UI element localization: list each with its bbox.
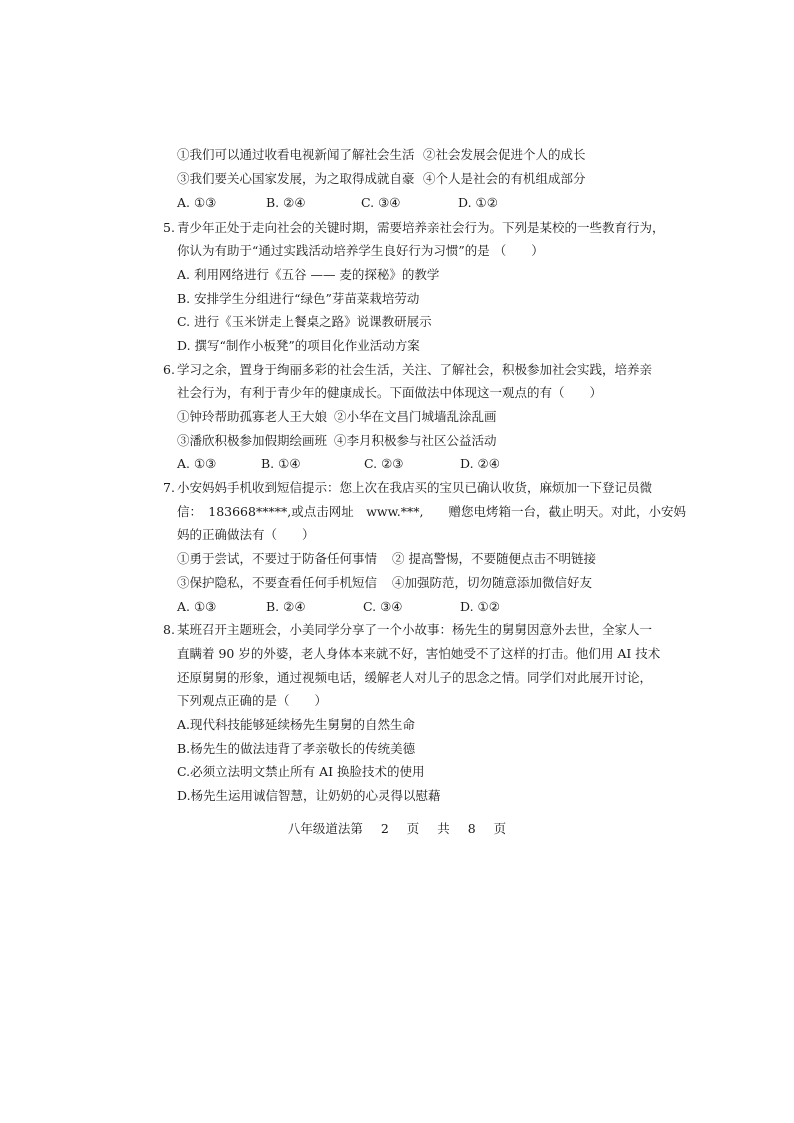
q4-statement-3: ③我们要关心国家发展，为之取得成就自豪 [177,171,415,186]
q5-option-d: D. 撰写“制作小板凳”的项目化作业活动方案 [177,338,420,353]
q7-option-c: C. ③④ [363,599,403,614]
q5-option-b: B. 安排学生分组进行“绿色”芽苗菜栽培劳动 [177,291,420,306]
q6-stem-line-1: 学习之余，置身于绚丽多彩的社会生活，关注、了解社会，积极参加社会实践，培养亲 [177,362,653,377]
q7-number: 7. [163,480,175,495]
q4-statement-1: ①我们可以通过收看电视新闻了解社会生活 [177,147,415,162]
q8-number: 8. [163,622,175,637]
q8-stem-line-1: 某班召开主题班会，小美同学分享了一个小故事：杨先生的舅舅因意外去世，全家人一 [177,622,653,637]
q5-option-a: A. 利用网络进行《五谷 —— 麦的探秘》的教学 [177,267,440,282]
q4-option-b: B. ②④ [266,195,306,210]
q6-statement-1: ①钟玲帮助孤寡老人王大娘 [177,409,328,424]
q6-stem-line-2: 社会行为，有利于青少年的健康成长。下面做法中体现这一观点的有（ ） [177,385,603,400]
q8-stem-line-2: 直瞒着 90 岁的外婆，老人身体本来就不好，害怕她受不了这样的打击。他们用 AI 技术 [177,646,661,661]
q8-option-d: D.杨先生运用诚信智慧，让奶奶的心灵得以慰藉 [177,788,441,803]
q7-statement-4: ④加强防范，切勿随意添加微信好友 [392,575,593,590]
q7-option-b: B. ②④ [266,599,306,614]
q6-option-c: C. ②③ [364,456,404,471]
q4-statement-4: ④个人是社会的有机组成部分 [423,171,586,186]
q4-statement-2: ②社会发展会促进个人的成长 [423,147,586,162]
q7-stem-line-2: 信： 183668*****,或点击网址 www.***, 赠您电烤箱一台，截止明天。对此，小安妈 [177,504,687,519]
q6-statement-2: ②小华在文昌门城墙乱涂乱画 [334,409,497,424]
q8-option-a: A.现代科技能够延续杨先生舅舅的自然生命 [177,717,416,732]
q5-stem-line-1: 青少年正处于走向社会的关键时期，需要培养亲社会行为。下列是某校的一些教育行为， [177,220,665,235]
q6-option-a: A. ①③ [177,456,217,471]
q7-stem-line-1: 小安妈妈手机收到短信提示：您上次在我店买的宝贝已确认收货，麻烦加一下登记员微 [177,480,653,495]
q5-number: 5. [163,220,175,235]
q7-statement-3: ③保护隐私，不要查看任何手机短信 [177,575,378,590]
q6-statement-3: ③潘欣积极参加假期绘画班 [177,433,328,448]
q8-stem-line-3: 还原舅舅的形象，通过视频电话，缓解老人对儿子的思念之情。同学们对此展开讨论， [177,670,653,685]
q5-stem-line-2: 你认为有助于“通过实践活动培养学生良好行为习惯”的是 （ ） [177,243,544,258]
q7-stem-line-3: 妈的正确做法有（ ） [177,527,315,542]
q6-option-b: B. ①④ [261,456,301,471]
q7-option-d: D. ①② [460,599,500,614]
q8-stem-line-4: 下列观点正确的是（ ） [177,693,328,708]
q5-option-c: C. 进行《玉米饼走上餐桌之路》说课教研展示 [177,314,432,329]
q4-option-d: D. ①② [458,195,498,210]
q4-option-c: C. ③④ [361,195,401,210]
q6-statement-4: ④李月积极参与社区公益活动 [334,433,497,448]
q8-option-b: B.杨先生的做法违背了孝亲敬长的传统美德 [177,741,416,756]
q7-statement-2: ② 提高警惕，不要随便点击不明链接 [392,551,596,566]
page-footer: 八年级道法第 2 页 共 8 页 [287,821,507,836]
q4-option-a: A. ①③ [177,195,217,210]
q7-statement-1: ①勇于尝试，不要过于防备任何事情 [177,551,378,566]
q7-option-a: A. ①③ [177,599,217,614]
q6-number: 6. [163,362,175,377]
q6-option-d: D. ②④ [460,456,500,471]
q8-option-c: C.必须立法明文禁止所有 AI 换脸技术的使用 [177,764,425,779]
